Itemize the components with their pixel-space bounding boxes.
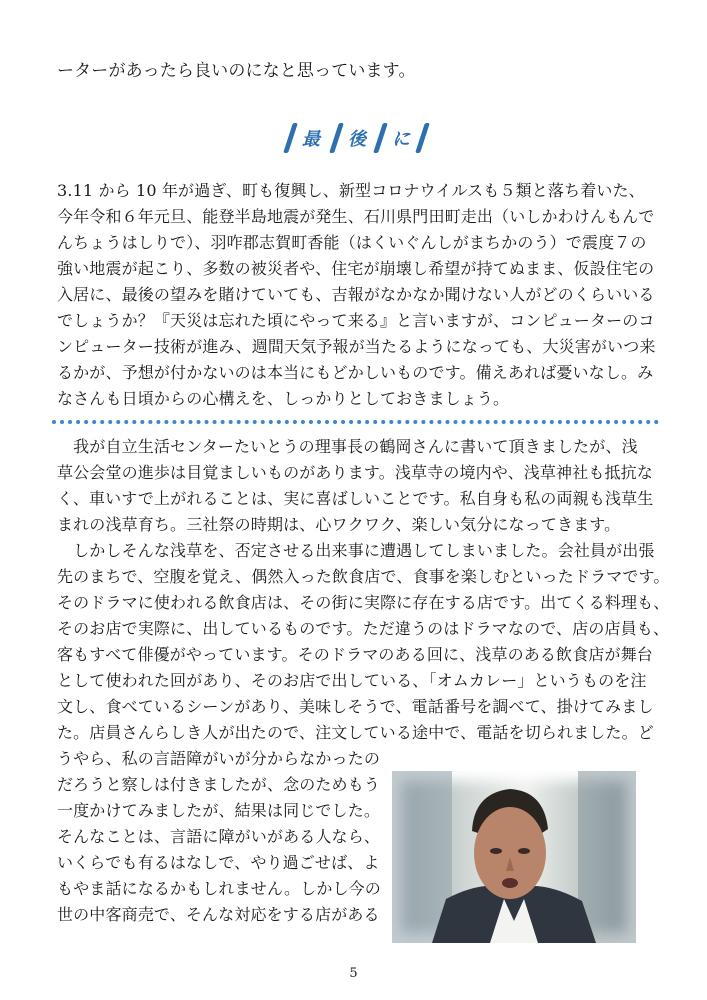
slash-decoration [329,123,344,153]
article-line: く、車いすで上がれることは、実に喜ばしいことです。私自身も私の両親も浅草生 [57,489,654,508]
closing-paragraph-line: 今年令和６年元旦、能登半島地震が発生、石川県門田町走出（いしかわけんもんで [57,207,655,226]
dotted-divider [52,420,659,424]
closing-paragraph-line: 入居に、最後の望みを賭けていても、吉報がなかなか聞けない人がどのくらいいる [57,285,655,304]
article-line: た。店員さんらしき人が出たので、注文している途中で、電話を切られました。ど [57,723,654,742]
article-line: として使われた回があり、そのお店で出している、「オムカレー」というものを注 [57,671,647,690]
closing-paragraph-line: 3.11 から 10 年が過ぎ、町も復興し、新型コロナウイルスも５類と落ち着いた、 [57,181,645,200]
article-line: まれの浅草育ち。三社祭の時期は、心ワクワク、楽しい気分になってきます。 [57,515,621,534]
article-line: しかしそんな浅草を、否定させる出来事に遭遇してしまいました。会社員が出張 [57,541,655,560]
wrapped-text-line: 一度かけてみましたが、結果は同じでした。 [57,801,381,820]
article-line: そのドラマに使われる飲食店は、その街に実際に存在する店です。出てくる料理も、 [57,593,670,612]
wrapped-text-line: うやら、私の言語障がいが分からなかったの [57,749,381,768]
closing-paragraph-line: でしょうか？『天災は忘れた頃にやって来る』と言いますが、コンピューターのコ [57,311,655,330]
heading-char: 後 [348,129,366,150]
page-number: 5 [349,966,358,981]
slash-decoration [373,123,388,153]
article-line: 草公会堂の進歩は目覚ましいものがあります。浅草寺の境内や、浅草神社も抵抗な [57,463,653,482]
heading-char: 最 [302,129,320,150]
wrapped-text-line: もやま話になるかもしれません。しかし今の [57,879,381,898]
continued-text-line: ーターがあったら良いのになと思っています。 [57,61,416,81]
wrapped-text-line: 世の中客商売で、そんな対応をする店がある [57,905,380,924]
man-portrait-illustration [392,771,636,943]
closing-paragraph-line: ンピューター技術が進み、週間天気予報が当たるようになっても、大災害がいつ来 [57,337,656,356]
article-line: そのお店で実際に、出しているものです。ただ違うのはドラマなので、店の店員も、 [57,619,670,638]
article-line: 先のまちで、空腹を覚え、偶然入った飲食店で、食事を楽しむといったドラマです。 [57,567,670,586]
wrapped-text-line: いくらでも有るはなしで、やり過ごせば、よ [57,853,380,872]
article-line: 我が自立生活センターたいとうの理事長の鶴岡さんに書いて頂きましたが、浅 [57,437,638,456]
illustration-photo [392,771,636,943]
slash-decoration [283,123,298,153]
section-heading [282,121,432,155]
wrapped-text-line: だろうと察しは付きましたが、念のためもう [57,775,381,794]
closing-paragraph-line: 強い地震が起こり、多数の被災者や、住宅が崩壊し希望が持てぬまま、仮設住宅の [57,259,655,278]
closing-paragraph-line: んちょうはしりで）、羽咋郡志賀町香能（はくいぐんしがまちかのう）で震度７の [57,233,647,252]
closing-paragraph-line: なさんも日頃からの心構えを、しっかりとしておきましょう。 [57,389,510,408]
closing-paragraph-line: るかが、予想が付かないのは本当にもどかしいものです。備えあれば憂いなし。み [57,363,654,382]
wrapped-text-line: そんなことは、言語に障がいがある人なら、 [57,827,381,846]
heading-char: に [392,129,410,150]
slash-decoration [415,123,430,153]
article-line: 文し、食べているシーンがあり、美味しそうで、電話番号を調べて、掛けてみまし [57,697,654,716]
article-line: 客もすべて俳優がやっています。そのドラマのある回に、浅草のある飲食店が舞台 [57,645,653,664]
